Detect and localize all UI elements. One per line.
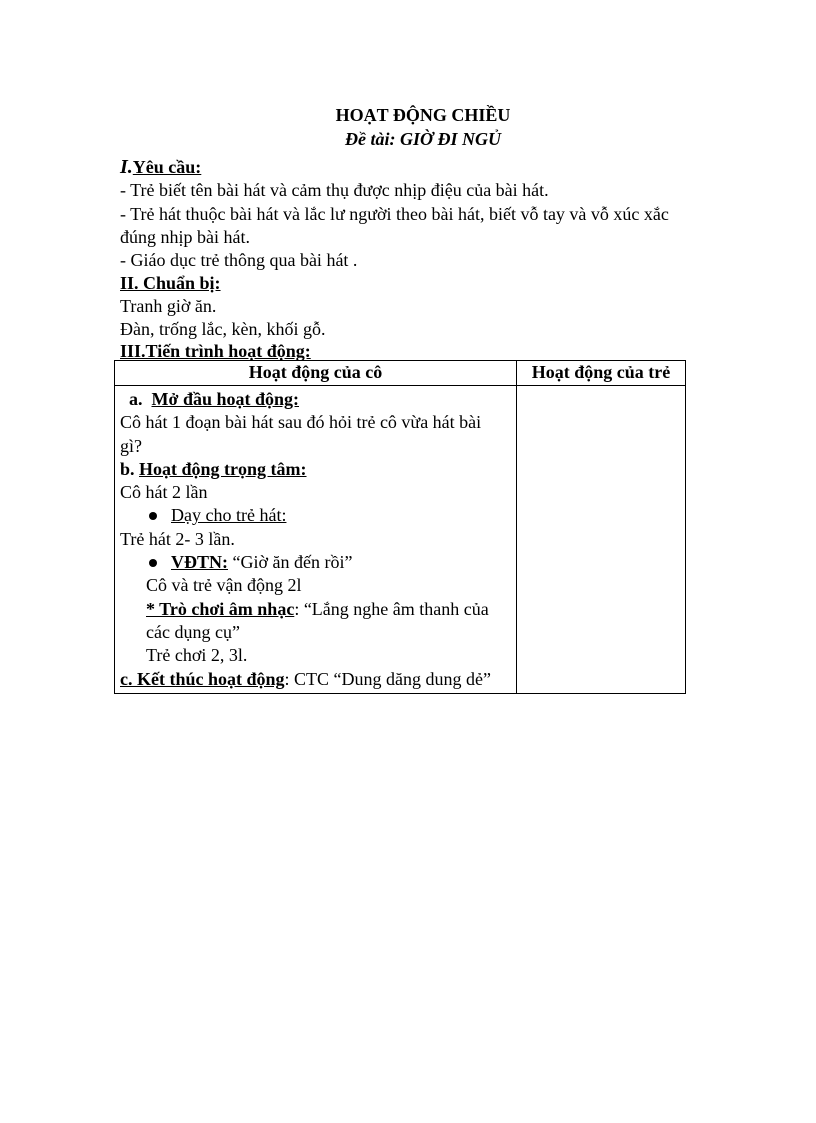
activity-table — [114, 360, 686, 694]
process-heading: III.Tiến trình hoạt động: — [120, 341, 311, 361]
section-a-title: Mở đầu hoạt động: — [151, 389, 299, 409]
section-c-item — [120, 668, 512, 691]
section-b-title: Hoạt động trọng tâm: — [139, 458, 307, 479]
requirements-title: Yêu cầu: — [132, 157, 202, 177]
section-c-text: : CTC “Dung dăng dung dẻ” — [284, 668, 491, 689]
section-b-heading — [120, 458, 512, 481]
vdtn-item — [120, 551, 512, 574]
teach-item — [120, 504, 512, 527]
document-title: HOẠT ĐỘNG CHIỀU — [335, 105, 511, 125]
game-text: : “Lắng nghe âm thanh của — [294, 598, 489, 619]
section-c-label: c. Kết thúc hoạt động — [120, 668, 285, 689]
vdtn-song: “Giờ ăn đến rồi” — [228, 552, 353, 573]
preparation-heading: II. Chuẩn bị: — [120, 273, 221, 293]
requirements-number: I. — [120, 156, 133, 178]
document-topic — [0, 128, 816, 150]
child-column-header: Hoạt động của trẻ — [517, 361, 686, 386]
teach-label: Dạy cho trẻ hát: — [171, 505, 287, 526]
vdtn-label: VĐTN: — [171, 552, 228, 573]
game-text: các dụng cụ” — [146, 621, 240, 642]
table-header-row — [115, 361, 686, 386]
section-a-label: a. — [129, 389, 143, 409]
topic-name: GIỜ ĐI NGỦ — [399, 129, 501, 149]
game-play: Trẻ chơi 2, 3l. — [146, 645, 248, 666]
teacher-column-header: Hoạt động của cô — [115, 361, 517, 386]
vdtn-text: Cô và trẻ vận động 2l — [146, 575, 302, 596]
section-a-heading — [120, 388, 512, 411]
section-b-label: b. — [120, 458, 135, 479]
section-a-text: Cô hát 1 đoạn bài hát sau đó hỏi trẻ cô vừa hát bài — [120, 412, 482, 433]
teach-text: Trẻ hát 2- 3 lần. — [120, 528, 235, 549]
table-row — [115, 386, 686, 694]
topic-label: Đề tài: — [345, 129, 396, 149]
game-item — [120, 598, 512, 621]
requirements-heading — [120, 156, 201, 178]
requirement-item: - Giáo dục trẻ thông qua bài hát . — [120, 250, 358, 270]
bullet-icon — [149, 559, 157, 567]
preparation-item: Tranh giờ ăn. — [120, 296, 217, 316]
section-a-text: gì? — [120, 435, 142, 456]
requirement-item: - Trẻ biết tên bài hát và cảm thụ được nhịp điệu của bài hát. — [120, 180, 549, 200]
requirement-item: - Trẻ hát thuộc bài hát và lắc lư người theo bài hát, biết vỗ tay và vỗ xúc xắc — [120, 204, 669, 224]
preparation-item: Đàn, trống lắc, kèn, khối gỗ. — [120, 319, 326, 339]
game-label: * Trò chơi âm nhạc — [146, 598, 295, 619]
teacher-activity-cell — [115, 386, 517, 694]
section-b-text: Cô hát 2 lần — [120, 482, 208, 503]
bullet-icon — [149, 512, 157, 520]
requirement-item: đúng nhịp bài hát. — [120, 227, 250, 247]
child-activity-cell — [517, 386, 686, 694]
